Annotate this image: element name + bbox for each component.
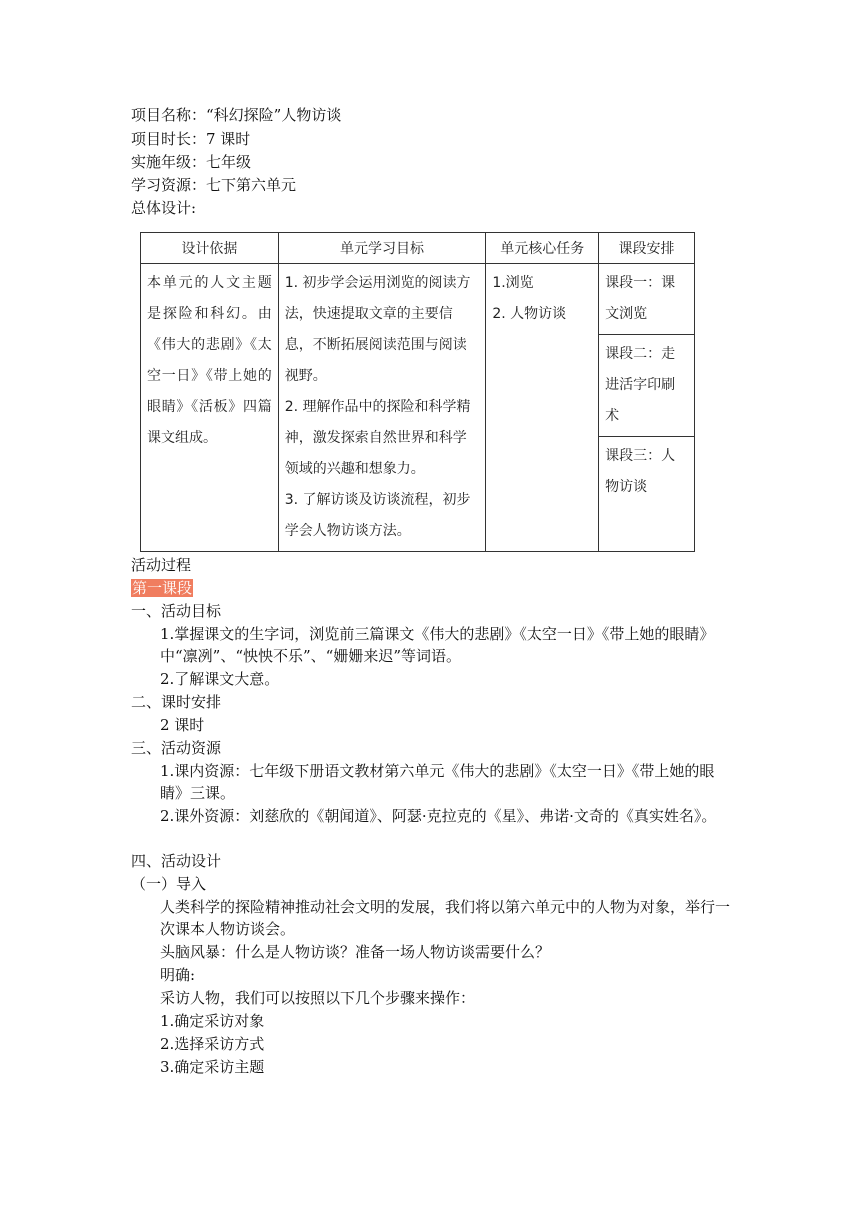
- list-item: 3.确定采访主题: [160, 1058, 265, 1076]
- segment-one-highlight: 第一课段: [132, 579, 193, 597]
- goal-item: 2. 理解作品中的探险和科学精神，激发探索自然世界和科学领域的兴趣和想象力。: [284, 399, 471, 477]
- segment-one-label: [131, 577, 193, 599]
- implementation-grade: 实施年级：七年级: [131, 153, 252, 171]
- list-item: 2.选择采访方式: [160, 1035, 265, 1053]
- section-title: 四、活动设计: [131, 852, 222, 870]
- header-tasks: 单元核心任务: [486, 233, 599, 264]
- header-basis: 设计依据: [141, 233, 279, 264]
- paragraph: 明确:: [160, 966, 196, 984]
- project-name: 项目名称：“科幻探险”人物访谈: [131, 106, 342, 124]
- tasks-cell: [486, 264, 599, 552]
- subsection-title: （一）导入: [131, 875, 207, 893]
- paragraph: 人类科学的探险精神推动社会文明的发展，我们将以第六单元中的人物为对象，举行一次课本人物访谈会。: [160, 898, 731, 938]
- overview-table: [140, 232, 695, 552]
- paragraph: 2.课外资源：刘慈欣的《朝闻道》、阿瑟·克拉克的《星》、弗诺·文奇的《真实姓名》。: [160, 807, 717, 825]
- paragraph: 采访人物，我们可以按照以下几个步骤来操作：: [160, 989, 476, 1007]
- header-goals: 单元学习目标: [278, 233, 486, 264]
- list-item: 1.确定采访对象: [160, 1012, 265, 1030]
- process-title: 活动过程: [131, 556, 192, 574]
- header-segments: 课段安排: [599, 233, 695, 264]
- section-title: 二、课时安排: [131, 693, 222, 711]
- paragraph: 头脑风暴：什么是人物访谈？准备一场人物访谈需要什么？: [160, 943, 551, 961]
- paragraph: 1.课内资源：七年级下册语文教材第六单元《伟大的悲剧》《太空一日》《带上她的眼睛》三课。: [160, 762, 715, 802]
- goal-item: 1. 初步学会运用浏览的阅读方法，快速提取文章的主要信息，不断拓展阅读范围与阅读视野。: [284, 275, 471, 384]
- segment-cell: 课段二：走进活字印刷术: [599, 335, 695, 437]
- section-title: 一、活动目标: [131, 602, 222, 620]
- goals-cell: [278, 264, 486, 552]
- paragraph: 1.掌握课文的生字词，浏览前三篇课文《伟大的悲剧》《太空一日》《带上她的眼睛》中“凛冽”、“怏怏不乐”、“姗姗来迟”等词语。: [160, 625, 715, 665]
- section-title: 三、活动资源: [131, 739, 222, 757]
- overall-design-label: 总体设计:: [131, 199, 197, 217]
- task-item: 2. 人物访谈: [492, 306, 567, 322]
- learning-resources: 学习资源：七下第六单元: [131, 176, 297, 194]
- basis-cell: 本单元的人文主题是探险和科幻。由《伟大的悲剧》《太空一日》《带上她的眼睛》《活板》四篇课文组成。: [141, 264, 279, 552]
- table-header-row: [141, 233, 695, 264]
- table-row: [141, 264, 695, 335]
- task-item: 1.浏览: [492, 275, 534, 291]
- paragraph: 2.了解课文大意。: [160, 670, 280, 688]
- goal-item: 3. 了解访谈及访谈流程，初步学会人物访谈方法。: [284, 492, 471, 539]
- paragraph: 2 课时: [160, 716, 205, 734]
- project-duration: 项目时长：7 课时: [131, 130, 251, 148]
- segment-cell: 课段三：人物访谈: [599, 437, 695, 552]
- segment-cell: 课段一：课文浏览: [599, 264, 695, 335]
